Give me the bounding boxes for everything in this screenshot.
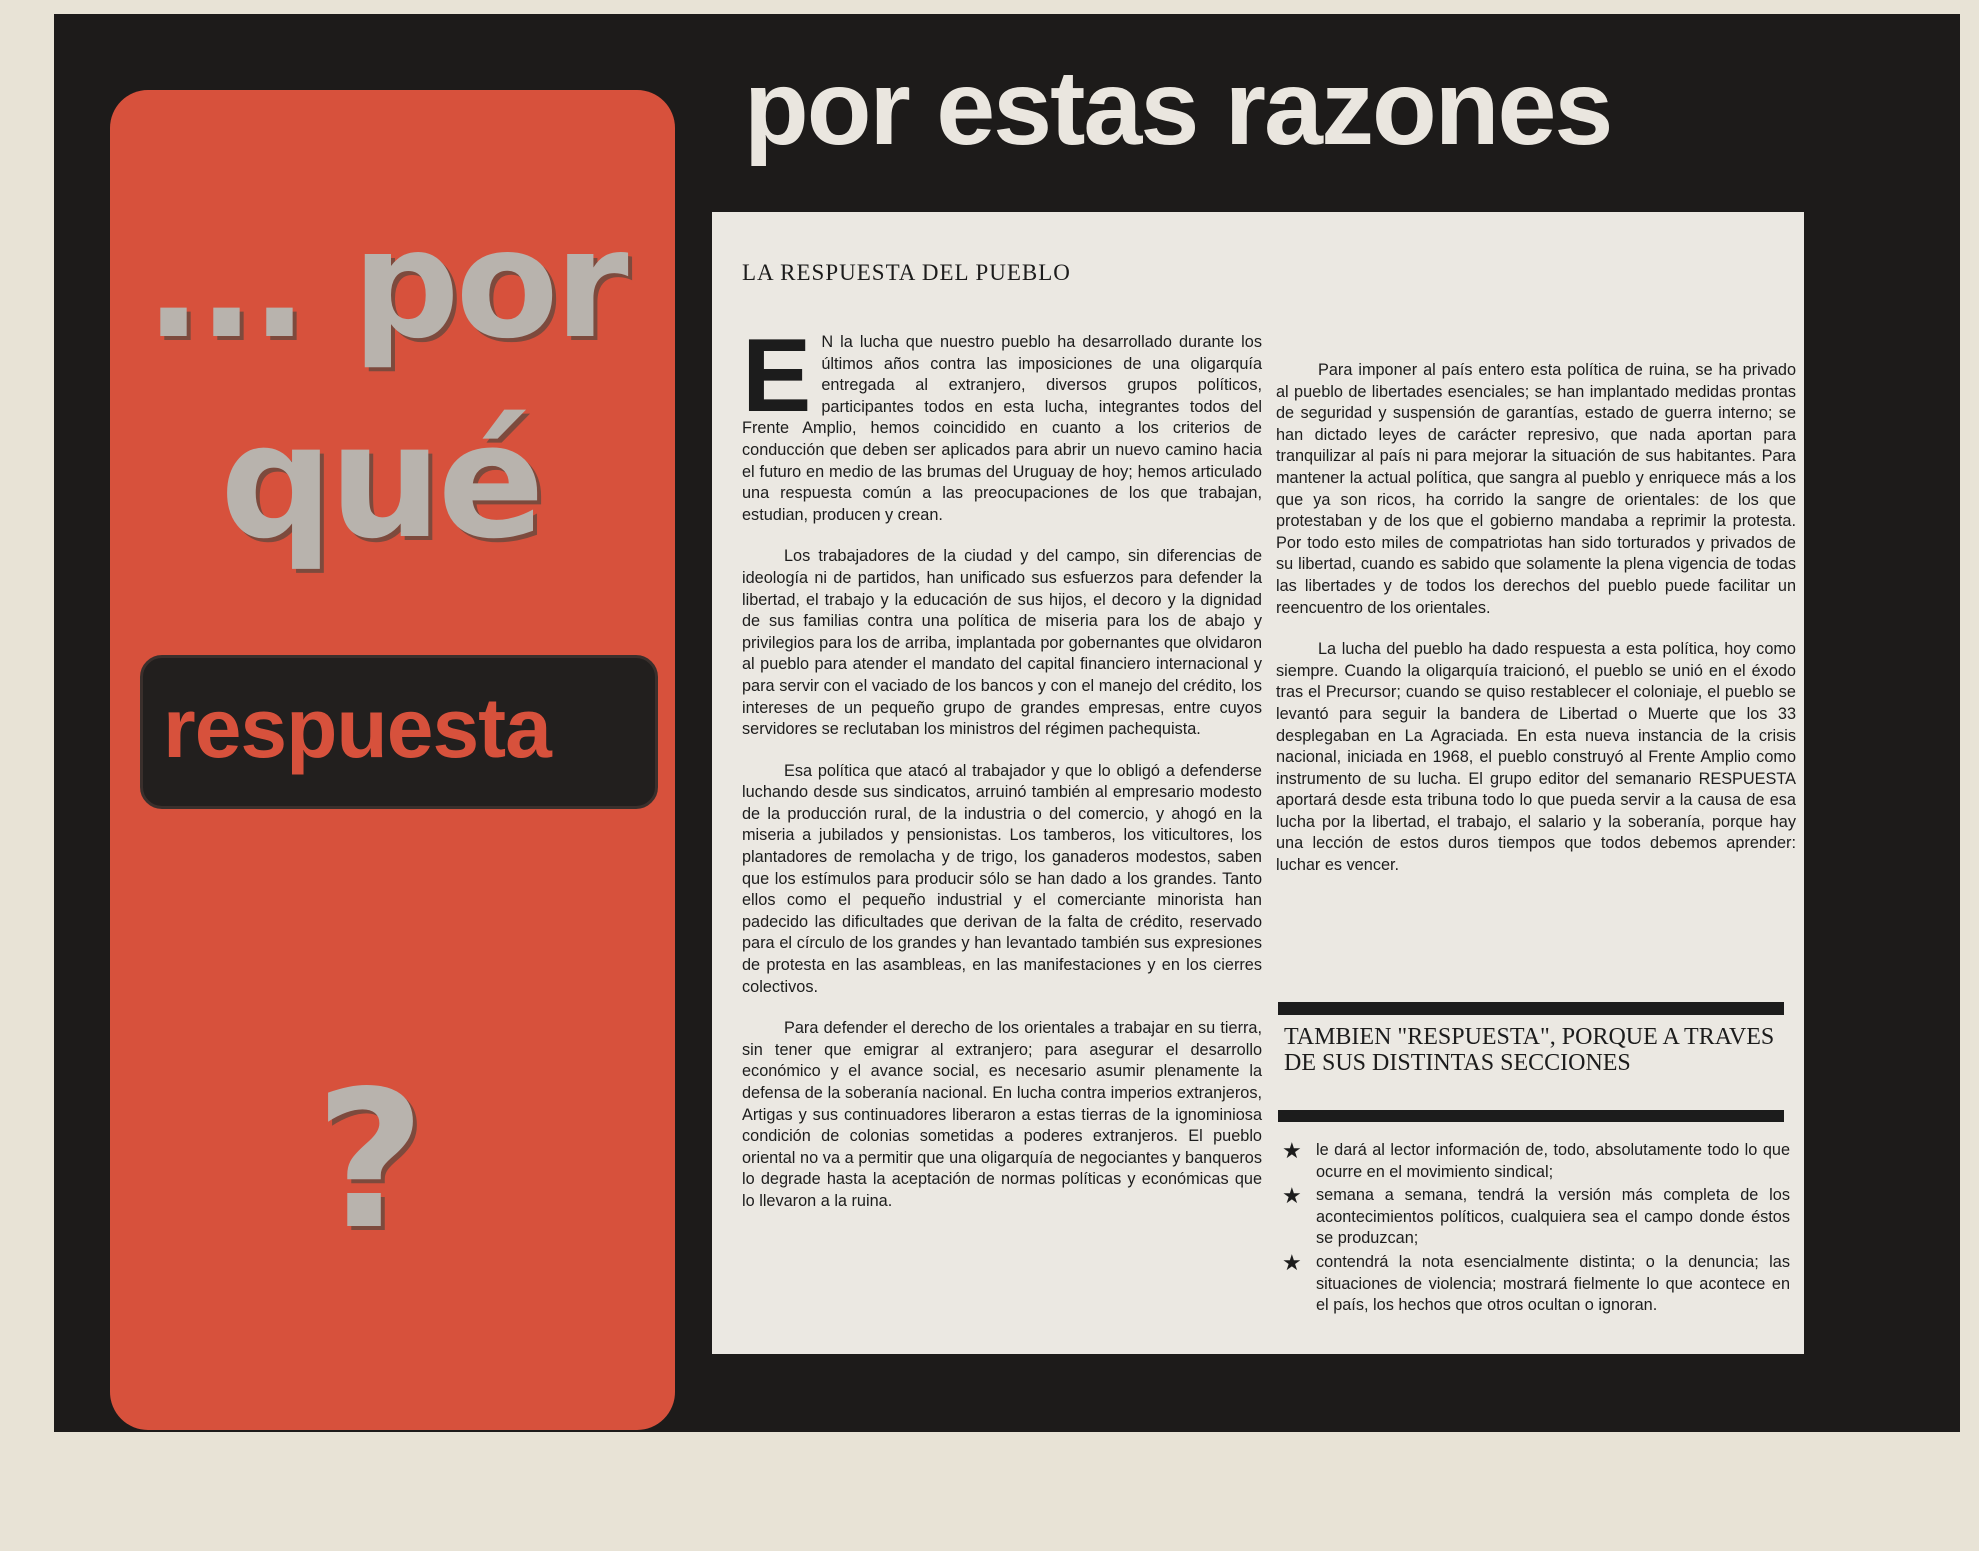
paragraph: La lucha del pueblo ha dado respuesta a esta política, hoy como siempre. Cuando la oligarquía traicionó, el pueblo se unió en el éxodo tras el Precursor; cuando se quiso restablecer el coloniaje, el pueblo se levantó para seguir la bandera de Libertad o Muerte que los 33 desplegaban en La Agraciada. En esta nueva instancia de la crisis nacional, iniciada en 1968, el pueblo construyó al Frente Amplio como instrumento de su lucha. El grupo editor del semanario RESPUESTA aportará desde esta tribuna todo lo que pueda servir a la causa de esa lucha por la libertad, el trabajo, el salario y la soberanía, porque hay una lección de estos duros tiempos que todos debemos aprender: luchar es vencer. <box>1276 640 1796 875</box>
que-heading: qué <box>220 390 541 574</box>
article-heading: LA RESPUESTA DEL PUEBLO <box>742 260 1071 285</box>
por-heading: ... por <box>145 198 625 372</box>
page-title: por estas razones <box>744 49 1612 167</box>
respuesta-logo <box>140 655 658 809</box>
article-panel <box>712 212 1804 1354</box>
red-side-panel <box>110 90 675 1430</box>
star-icon: ★ <box>1282 1138 1302 1163</box>
respuesta-logo-text: respuesta <box>163 681 551 775</box>
paragraph: Para defender el derecho de los orientales a trabajar en su tierra, sin tener que emigrar al extranjero; para asegurar el desarrollo económico y el avance social, es necesario asumir plenamente la defensa de la soberanía nacional. En lucha contra imperios extranjeros, Artigas y sus continuadores liberaron a estas tierras de la ignominiosa condición de colonias sometidas a poderes extranjeros. El pueblo oriental no va a permitir que una oligarquía de negociantes y banqueros lo degrade hasta la aceptación de normas políticas y económicas que lo llevaron a la ruina. <box>742 1019 1262 1210</box>
paragraph: Para imponer al país entero esta política de ruina, se ha privado al pueblo de libertades esenciales; se han implantado medidas prontas de seguridad y suspensión de garantías, estado de guerra interno; se han dictado leyes de carácter represivo, que nada aportan para tranquilizar al país ni para mejorar la situación de sus habitantes. Para mantener la actual política, que sangra al pueblo y enriquece más a los que ya son ricos, ha corrido la sangre de orientales: de los que protestaban y de los que el gobierno mandaba a reprimir la protesta. Por todo esto miles de compatriotas han sido torturados y privados de su libertad, cuando es sabido que solamente la plena vigencia de todas las libertades y de todos los derechos del pueblo puede facilitar un reencuentro de los orientales. <box>1276 361 1796 617</box>
article-column-2 <box>1276 360 1796 897</box>
article-column-1 <box>742 318 1262 1233</box>
paragraph: Esa política que atacó al trabajador y que lo obligó a defenderse luchando desde sus sindicatos, arruinó también al empresario modesto de la producción rural, de la industria o del comercio, y ahogó en la miseria a jubilados y pensionistas. Los tamberos, los viticultores, los plantadores de remolacha y de trigo, los ganaderos modestos, saben que los estímulos para producir sólo se han dado a los grandes. Tanto ellos como el pequeño industrial y el comerciante minorista han padecido las dificultades que derivan de la falta de crédito, reservado para el círculo de los grandes y han levantado también sus expresiones de protesta en las asambleas, en las manifestaciones y en los cierres colectivos. <box>742 761 1262 996</box>
list-item: ★ semana a semana, tendrá la versión más completa de los acontecimientos políticos, cualquiera sea el campo donde éstos se produzcan; <box>1282 1183 1790 1248</box>
box-bottom-rule <box>1278 1110 1784 1122</box>
paragraph: E N la lucha que nuestro pueblo ha desarrollado durante los últimos años contra las imposiciones de una oligarquía entregada al extranjero, diversos grupos políticos, participantes todos en esta lucha, integrantes todos del Frente Amplio, hemos coincidido en cuanto a los criterios de conducción que deben ser aplicados para abrir un nuevo camino hacia el futuro en medio de las brumas del Uruguay de hoy; hemos articulado una respuesta común a las preocupaciones de los que trabajan, estudian, producen y crean. <box>742 318 1262 524</box>
paragraph: Los trabajadores de la ciudad y del campo, sin diferencias de ideología ni de partidos, han unificado sus esfuerzos para defender la libertad, el trabajo y la educación de sus hijos, el decoro y la dignidad de sus familias contra una política de miseria para los de abajo y privilegios para los de arriba, implantada por gobernantes que olvidaron al pueblo para atender el mandato del capital financiero internacional y para servir con el vaciado de los bancos y con el manejo del crédito, los intereses de un pequeño grupo de grandes empresas, entre cuyos servidores se reclutaban los ministros del régimen pachequista. <box>742 547 1262 739</box>
box-top-rule <box>1278 1002 1784 1015</box>
sections-list <box>1282 1140 1790 1319</box>
drop-cap: E <box>742 318 812 434</box>
star-icon: ★ <box>1282 1249 1302 1275</box>
newspaper-sheet <box>54 14 1960 1432</box>
list-item: ★ contendrá la nota esencialmente distinta; o la denuncia; las situaciones de violencia; mostrará fielmente lo que acontece en el país, los hechos que otros ocultan o ignoran. <box>1282 1249 1790 1315</box>
box-heading: TAMBIEN "RESPUESTA", PORQUE A TRAVES DE SUS DISTINTAS SECCIONES <box>1284 1024 1775 1076</box>
question-mark: ? <box>315 1050 422 1271</box>
list-item: ★ le dará al lector información de, todo, absolutamente todo lo que ocurre en el movimiento sindical; <box>1282 1138 1790 1181</box>
star-icon: ★ <box>1282 1183 1302 1209</box>
